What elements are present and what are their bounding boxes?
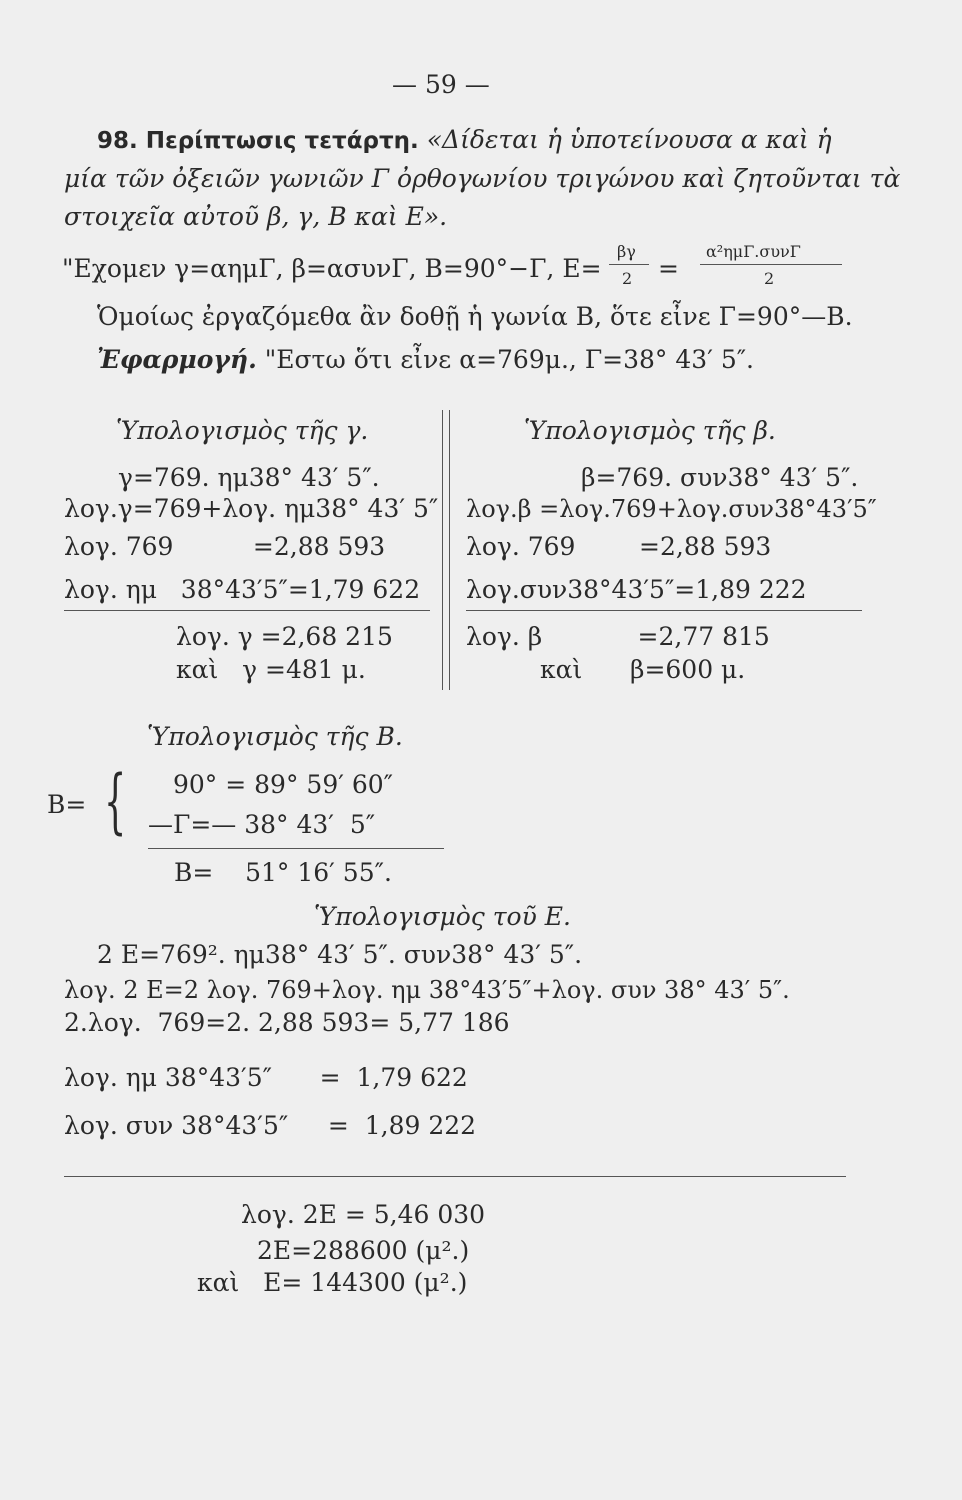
- calc-B-prefix: Β=: [47, 790, 87, 819]
- calc-E-result-2: 2Ε=288600 (μ².): [257, 1236, 470, 1265]
- frac2-denominator: 2: [764, 269, 775, 288]
- frac1-denominator: 2: [622, 269, 633, 288]
- statement-line-2: μία τῶν ὀξειῶν γωνιῶν Γ ὀρθογωνίου τριγώνου καὶ ζητοῦνται τὰ: [64, 164, 901, 193]
- calc-E-result-3: καὶ Ε= 144300 (μ².): [197, 1268, 468, 1297]
- formula-line: "Εχομεν γ=αημΓ, β=ασυνΓ, Β=90°−Γ, Ε=: [62, 254, 602, 283]
- calc-B-title: Ὑπολογισμὸς τῆς Β.: [147, 722, 403, 751]
- calc-beta-line-4: λογ.συν38°43′5″=1,89 222: [466, 575, 807, 604]
- calc-gamma-result-1: λογ. γ =2,68 215: [176, 622, 393, 651]
- left-brace: {: [104, 760, 127, 842]
- column-divider-right: [449, 410, 450, 690]
- calc-gamma-line-1: γ=769. ημ38° 43′ 5″.: [118, 463, 380, 492]
- calc-E-sum-rule: [64, 1176, 846, 1177]
- calc-gamma-line-3: λογ. 769 =2,88 593: [64, 532, 386, 561]
- calc-beta-line-1: β=769. συν38° 43′ 5″.: [581, 463, 859, 492]
- section-number: 98.: [97, 128, 138, 154]
- calc-gamma-title: Ὑπολογισμὸς τῆς γ.: [116, 416, 369, 445]
- calc-beta-title: Ὑπολογισμὸς τῆς β.: [524, 416, 776, 445]
- frac1-numerator: βγ: [617, 242, 636, 261]
- application-text: "Εστω ὅτι εἶνε α=769μ., Γ=38° 43′ 5″.: [264, 345, 755, 374]
- calc-E-line-3: 2.λογ. 769=2. 2,88 593= 5,77 186: [64, 1008, 510, 1037]
- calc-B-result: Β= 51° 16′ 55″.: [174, 858, 392, 887]
- calc-beta-result-1: λογ. β =2,77 815: [466, 622, 770, 651]
- calc-E-line-5: λογ. συν 38°43′5″ = 1,89 222: [64, 1111, 477, 1140]
- calc-gamma-line-2: λογ.γ=769+λογ. ημ38° 43′ 5″: [64, 494, 439, 523]
- calc-E-line-1: 2 Ε=769². ημ38° 43′ 5″. συν38° 43′ 5″.: [97, 940, 583, 969]
- calc-beta-result-2: καὶ β=600 μ.: [540, 655, 746, 684]
- calc-E-line-4: λογ. ημ 38°43′5″ = 1,79 622: [64, 1063, 468, 1092]
- calc-beta-sum-rule: [466, 610, 862, 611]
- calc-beta-line-3: λογ. 769 =2,88 593: [466, 532, 772, 561]
- calc-B-line-2: —Γ=— 38° 43′ 5″: [148, 810, 376, 839]
- page-number: — 59 —: [392, 70, 490, 99]
- calc-E-title: Ὑπολογισμὸς τοῦ Ε.: [314, 902, 571, 931]
- application-line: [97, 345, 754, 375]
- calc-B-line-1: 90° = 89° 59′ 60″: [173, 770, 393, 799]
- section-title: Περίπτωσις τετάρτη.: [145, 128, 419, 154]
- calc-gamma-line-4: λογ. ημ 38°43′5″=1,79 622: [64, 575, 421, 604]
- calc-E-line-2: λογ. 2 Ε=2 λογ. 769+λογ. ημ 38°43′5″+λογ. συν 38° 43′ 5″.: [64, 976, 790, 1004]
- calc-gamma-sum-rule: [64, 610, 430, 611]
- similar-case-line: Ὁμοίως ἐργαζόμεθα ἂν δοθῇ ἡ γωνία Β, ὅτε εἶνε Γ=90°—Β.: [97, 302, 853, 331]
- statement-line-1: «Δίδεται ἡ ὑποτείνουσα α καὶ ἡ: [426, 125, 832, 154]
- calc-E-result-1: λογ. 2Ε = 5,46 030: [241, 1200, 486, 1229]
- equals-sign: =: [658, 254, 679, 283]
- calc-beta-line-2: λογ.β =λογ.769+λογ.συν38°43′5″: [466, 495, 877, 523]
- section-header: [97, 125, 832, 156]
- application-label: Ἐφαρμογή.: [97, 345, 257, 374]
- column-divider-left: [442, 410, 443, 690]
- calc-gamma-result-2: καὶ γ =481 μ.: [176, 655, 366, 684]
- statement-line-3: στοιχεῖα αὐτοῦ β, γ, Β καὶ Ε».: [64, 202, 448, 231]
- frac2-numerator: α²ημΓ.συνΓ: [706, 242, 801, 261]
- calc-B-sum-rule: [148, 848, 444, 849]
